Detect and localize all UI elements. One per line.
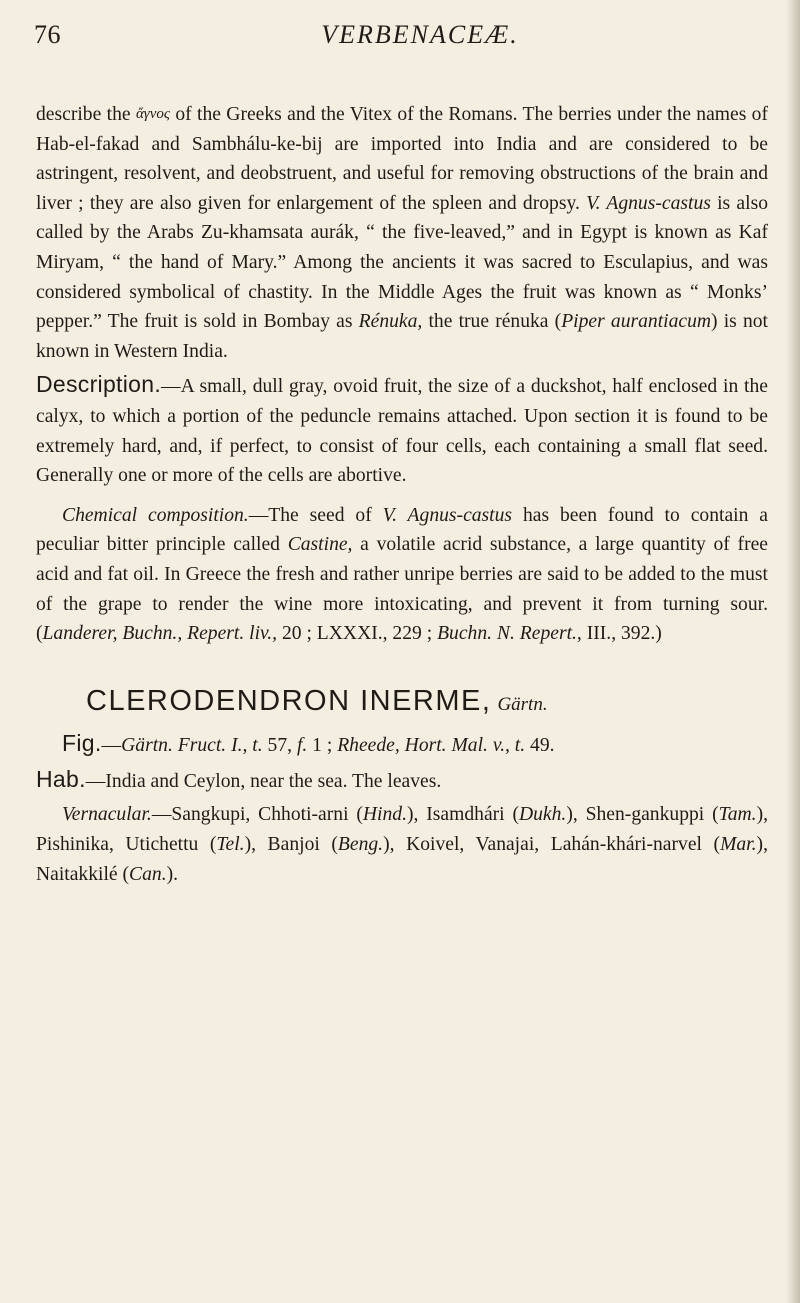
page-edge-shadow xyxy=(786,0,800,1303)
paragraph-fig: Fig.—Gärtn. Fruct. I., t. 57, f. 1 ; Rheede, Hort. Mal. v., t. 49. xyxy=(62,730,555,757)
page-header xyxy=(0,20,800,56)
description-heading: Description. xyxy=(36,371,162,398)
hab-heading: Hab. xyxy=(36,765,86,792)
vernacular-heading: Vernacular. xyxy=(62,804,152,826)
page-number: 76 xyxy=(34,20,61,49)
paragraph-hab: Hab.—India and Ceylon, near the sea. The leaves. xyxy=(36,765,442,792)
section-title xyxy=(36,684,768,720)
section-title-authority: Gärtn. xyxy=(497,693,548,715)
paragraph-agnus-castus: describe the ἄγνος of the Greeks and the Vitex of the Romans. The berries under the names of Hab-el-fakad and Sambhálu-ke-bij are imported into India and are considered to be astringent, resolvent, and deobstruent, and useful for removing obstructions of the brain and liver ; they are also given for enlargement of the spleen and dropsy. V. Agnus-castus is also called by the Arabs Zu-khamsata aurák, “ the five-leaved,” and in Egypt is known as Kaf Miryam, “ the hand of Mary.” Among the ancients it was sacred to Esculapius, and was considered symbolical of chastity. In the Middle Ages the fruit was known as “ Monks’ pepper.” The fruit is sold in Bombay as Rénuka, the true rénuka (Piper aurantiacum) is not known in Western India. xyxy=(36,104,769,362)
chemical-heading: Chemical composition. xyxy=(62,504,249,526)
paragraph-description: Description.—A small, dull gray, ovoid fruit, the size of a duckshot, half enclosed in the calyx, to which a portion of the peduncle remains attached. Upon section it is found to be extremely hard, and, if perfect, to consist of four cells, each containing a small flat seed. Generally one or more of the cells are abortive. xyxy=(36,371,768,487)
paragraph-vernacular: Vernacular.—Sangkupi, Chhoti-arni (Hind.), Isamdhári (Dukh.), Shen-gankuppi (Tam.), Pishinika, Utichettu (Tel.), Banjoi (Beng.), Koivel, Vanajai, Lahán-khári-narvel (Mar.), Naitakkilé (Can.). xyxy=(36,804,768,885)
paragraph-chemical-composition: Chemical composition.—The seed of V. Agnus-castus has been found to contain a peculiar bitter principle called Castine, a volatile acrid substance, a large quantity of free acid and fat oil. In Greece the fresh and rather unripe berries are said to be added to the must of the grape to render the wine more intoxicating, and prevent it from turning sour. (Landerer, Buchn., Repert. liv., 20 ; LXXXI., 229 ; Buchn. N. Repert., III., 392.) xyxy=(36,504,768,645)
running-head: VERBENACEÆ. xyxy=(321,20,519,49)
fig-heading: Fig. xyxy=(62,730,102,757)
page-body xyxy=(36,100,768,889)
section-title-name: CLERODENDRON INERME, xyxy=(86,684,492,717)
